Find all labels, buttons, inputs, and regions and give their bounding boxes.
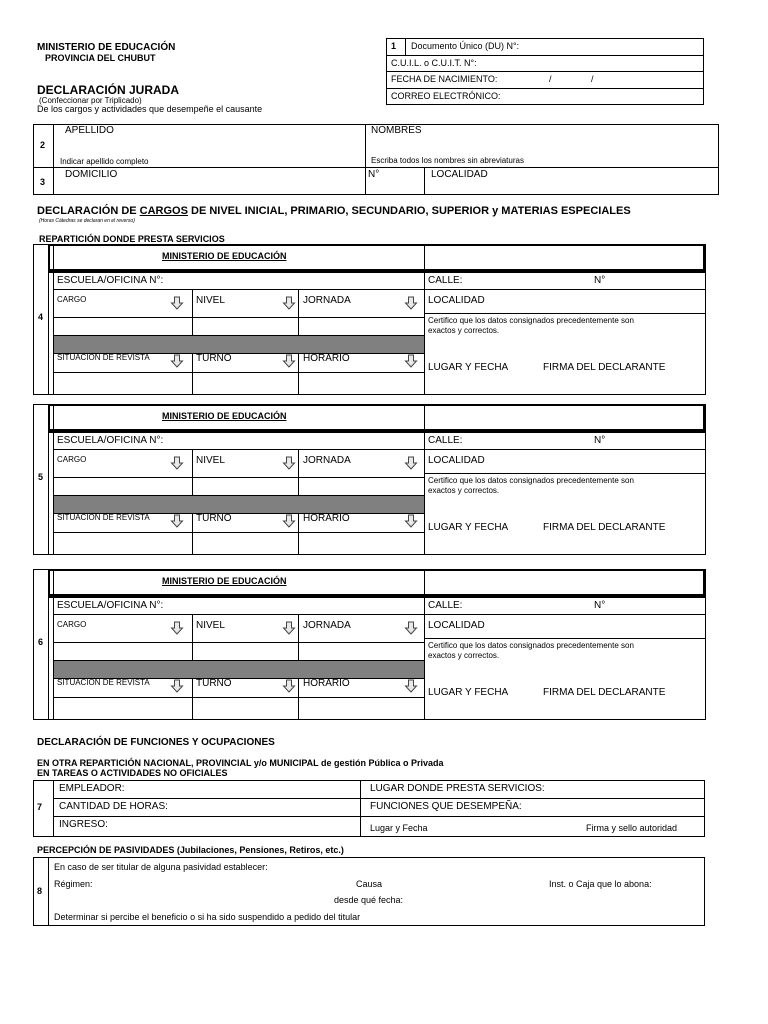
situacion-label: SITUACION DE REVISTA: [57, 353, 150, 362]
funciones-sub1: EN OTRA REPARTICIÓN NACIONAL, PROVINCIAL y/o MUNICIPAL de gestión Pública o Privada: [37, 758, 444, 768]
down-arrow-icon[interactable]: [282, 354, 296, 368]
down-arrow-icon[interactable]: [404, 621, 418, 635]
firma-sello-field[interactable]: Firma y sello autoridad: [586, 823, 678, 833]
localidad-field[interactable]: LOCALIDAD: [428, 620, 485, 631]
localidad-field[interactable]: LOCALIDAD: [428, 295, 485, 306]
gray-row: [54, 336, 424, 353]
ministerio-label: MINISTERIO DE EDUCACIÓN: [162, 411, 287, 421]
cargo-label: CARGO: [57, 455, 87, 464]
horario-label: HORARIO: [303, 513, 350, 524]
gray-row: [54, 661, 424, 678]
ministry-title: MINISTERIO DE EDUCACIÓN: [37, 42, 176, 53]
domicilio-label: DOMICILIO: [65, 169, 118, 180]
ministerio-label: MINISTERIO DE EDUCACIÓN: [162, 576, 287, 586]
subtitle-cargos: De los cargos y actividades que desempeñe el causante: [37, 104, 263, 114]
nombres-hint: Escriba todos los nombres sin abreviaturas: [371, 156, 524, 165]
nivel-label: NIVEL: [196, 295, 225, 306]
numero-field[interactable]: N°: [594, 435, 606, 446]
lugar-fecha-field[interactable]: Lugar y Fecha: [370, 823, 428, 833]
escuela-field[interactable]: ESCUELA/OFICINA N°:: [57, 600, 164, 611]
determinar-field[interactable]: Determinar si percibe el beneficio o si ha sido suspendido a pedido del titular: [54, 912, 361, 922]
du-field[interactable]: Documento Único (DU) N°:: [411, 41, 520, 51]
down-arrow-icon[interactable]: [282, 679, 296, 693]
ministerio-header: [48, 404, 706, 432]
numero-label: N°: [368, 169, 380, 180]
gray-row: [54, 496, 424, 513]
page-title: DECLARACIÓN JURADA: [37, 83, 180, 97]
down-arrow-icon[interactable]: [404, 296, 418, 310]
ministerio-label: MINISTERIO DE EDUCACIÓN: [162, 251, 287, 261]
localidad-field[interactable]: LOCALIDAD: [428, 455, 485, 466]
section-number-1: 1: [391, 41, 397, 51]
nivel-label: NIVEL: [196, 455, 225, 466]
certifico-text-2: exactos y correctos.: [428, 486, 500, 495]
funciones-field[interactable]: FUNCIONES QUE DESEMPEÑA:: [370, 801, 522, 812]
cargo-label: CARGO: [57, 295, 87, 304]
down-arrow-icon[interactable]: [404, 514, 418, 528]
lugar-fecha-field[interactable]: LUGAR Y FECHA: [428, 687, 509, 698]
apellido-label: APELLIDO: [65, 125, 114, 136]
horas-field[interactable]: CANTIDAD DE HORAS:: [59, 801, 168, 812]
down-arrow-icon[interactable]: [170, 679, 184, 693]
escuela-field[interactable]: ESCUELA/OFICINA N°:: [57, 275, 164, 286]
section-number-5: 5: [38, 472, 44, 482]
funciones-title: DECLARACIÓN DE FUNCIONES Y OCUPACIONES: [37, 737, 275, 748]
jornada-label: JORNADA: [303, 295, 351, 306]
ministerio-header: [48, 244, 706, 272]
firma-declarante-field[interactable]: FIRMA DEL DECLARANTE: [543, 362, 666, 373]
nombres-label: NOMBRES: [371, 125, 422, 136]
inst-caja-field[interactable]: Inst. o Caja que lo abona:: [549, 879, 652, 889]
situacion-label: SITUACION DE REVISTA: [57, 513, 150, 522]
situacion-label: SITUACION DE REVISTA: [57, 678, 150, 687]
jornada-label: JORNADA: [303, 620, 351, 631]
down-arrow-icon[interactable]: [170, 514, 184, 528]
section-number-7: 7: [37, 802, 43, 812]
desde-fecha-field[interactable]: desde qué fecha:: [334, 895, 404, 905]
cargo-label: CARGO: [57, 620, 87, 629]
down-arrow-icon[interactable]: [282, 514, 296, 528]
section-number-3: 3: [40, 177, 46, 187]
reparticion-label: REPARTICIÓN DONDE PRESTA SERVICIOS: [39, 234, 225, 244]
certifico-text-2: exactos y correctos.: [428, 651, 500, 660]
lugar-servicio-field[interactable]: LUGAR DONDE PRESTA SERVICIOS:: [370, 783, 545, 794]
horario-label: HORARIO: [303, 353, 350, 364]
down-arrow-icon[interactable]: [170, 621, 184, 635]
escuela-field[interactable]: ESCUELA/OFICINA N°:: [57, 435, 164, 446]
certifico-text: Certifico que los datos consignados precedentemente son: [428, 641, 634, 650]
certifico-text: Certifico que los datos consignados precedentemente son: [428, 476, 634, 485]
down-arrow-icon[interactable]: [282, 296, 296, 310]
firma-declarante-field[interactable]: FIRMA DEL DECLARANTE: [543, 687, 666, 698]
ingreso-field[interactable]: INGRESO:: [59, 819, 108, 830]
section-number-8: 8: [37, 886, 43, 896]
cuil-field[interactable]: C.U.I.L. o C.U.I.T. N°:: [391, 58, 477, 68]
down-arrow-icon[interactable]: [170, 354, 184, 368]
pasividad-intro: En caso de ser titular de alguna pasividad establecer:: [54, 862, 268, 872]
turno-label: TURNO: [196, 353, 232, 364]
calle-field[interactable]: CALLE:: [428, 435, 463, 446]
certifico-text-2: exactos y correctos.: [428, 326, 500, 335]
subtitle-triplicado: (Confeccionar por Triplicado): [39, 96, 142, 105]
localidad-label: LOCALIDAD: [431, 169, 488, 180]
regimen-field[interactable]: Régimen:: [54, 879, 93, 889]
date-separator: /: [549, 74, 552, 84]
section-number-2: 2: [40, 140, 46, 150]
cargos-note: (Horas Cátedras se declaran en el reverso): [39, 218, 135, 224]
section-number-6: 6: [38, 637, 44, 647]
down-arrow-icon[interactable]: [170, 456, 184, 470]
down-arrow-icon[interactable]: [282, 456, 296, 470]
down-arrow-icon[interactable]: [170, 296, 184, 310]
province-title: PROVINCIA DEL CHUBUT: [45, 53, 156, 63]
cargos-title: DECLARACIÓN DE CARGOS DE NIVEL INICIAL, PRIMARIO, SECUNDARIO, SUPERIOR y MATERIAS ESPECIALES: [37, 205, 631, 217]
funciones-sub2: EN TAREAS O ACTIVIDADES NO OFICIALES: [37, 768, 228, 778]
firma-declarante-field[interactable]: FIRMA DEL DECLARANTE: [543, 522, 666, 533]
calle-field[interactable]: CALLE:: [428, 600, 463, 611]
calle-field[interactable]: CALLE:: [428, 275, 463, 286]
turno-label: TURNO: [196, 678, 232, 689]
lugar-fecha-field[interactable]: LUGAR Y FECHA: [428, 362, 509, 373]
pasividades-title: PERCEPCIÓN DE PASIVIDADES (Jubilaciones, Pensiones, Retiros, etc.): [37, 845, 344, 855]
down-arrow-icon[interactable]: [282, 621, 296, 635]
turno-label: TURNO: [196, 513, 232, 524]
numero-field[interactable]: N°: [594, 275, 606, 286]
down-arrow-icon[interactable]: [404, 679, 418, 693]
numero-field[interactable]: N°: [594, 600, 606, 611]
birthdate-field[interactable]: FECHA DE NACIMIENTO:: [391, 74, 498, 84]
down-arrow-icon[interactable]: [404, 354, 418, 368]
empleador-field[interactable]: EMPLEADOR:: [59, 783, 125, 794]
apellido-hint: Indicar apellido completo: [60, 157, 149, 166]
email-field[interactable]: CORREO ELECTRÓNICO:: [391, 91, 501, 101]
date-separator: /: [591, 74, 594, 84]
certifico-text: Certifico que los datos consignados precedentemente son: [428, 316, 634, 325]
section-number-4: 4: [38, 312, 44, 322]
horario-label: HORARIO: [303, 678, 350, 689]
lugar-fecha-field[interactable]: LUGAR Y FECHA: [428, 522, 509, 533]
jornada-label: JORNADA: [303, 455, 351, 466]
down-arrow-icon[interactable]: [404, 456, 418, 470]
causa-field[interactable]: Causa: [356, 879, 383, 889]
nivel-label: NIVEL: [196, 620, 225, 631]
ministerio-header: [48, 569, 706, 597]
